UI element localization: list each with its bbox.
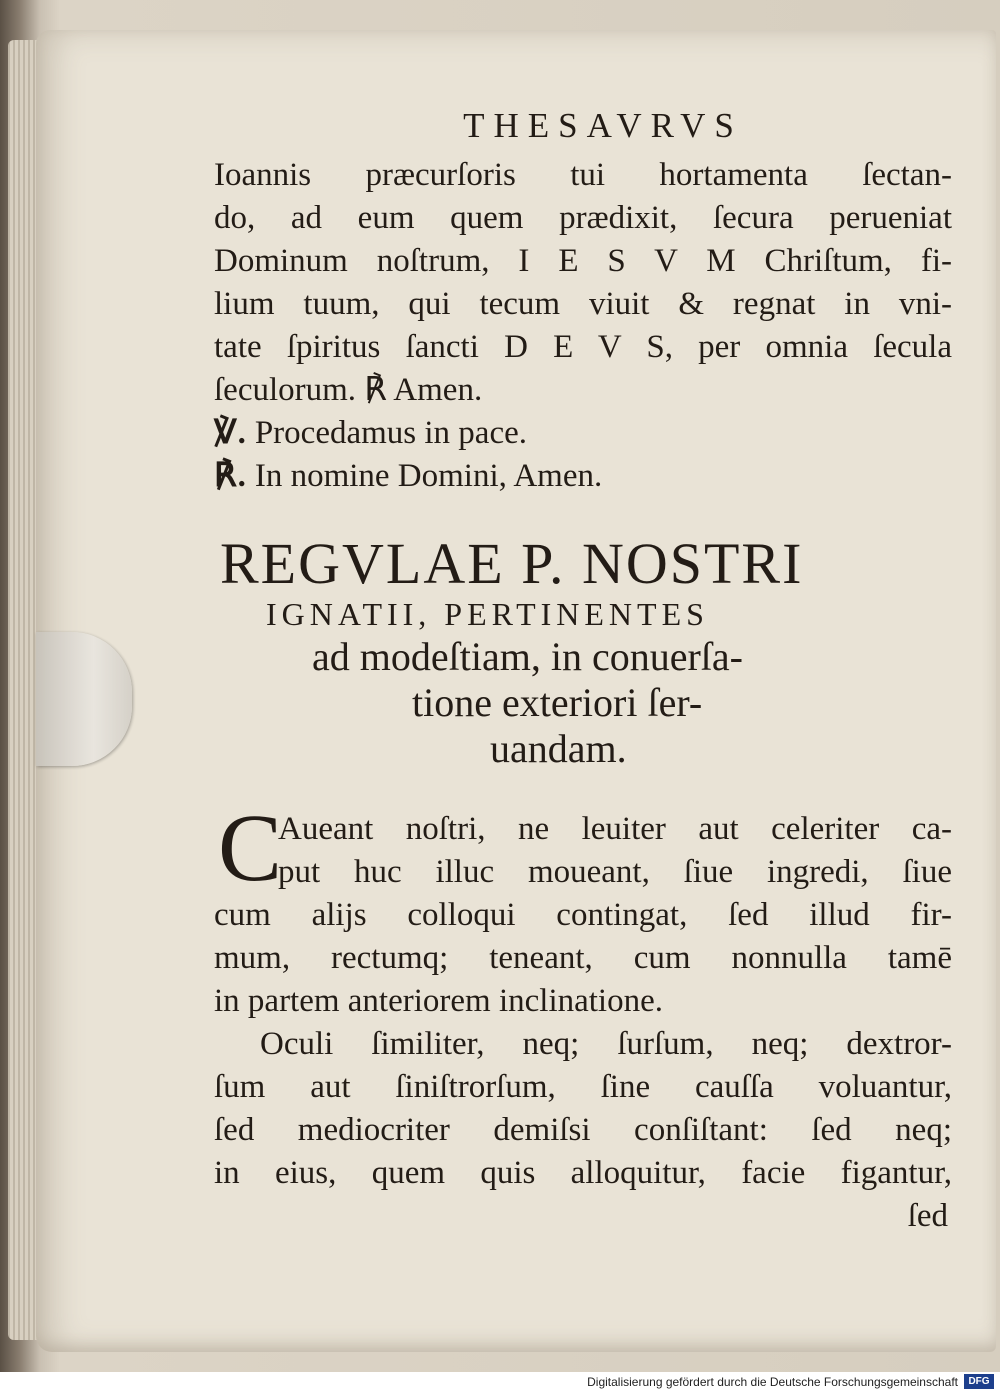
response-symbol: ℟. [214,458,247,494]
heading-line: tione exteriori ſer- [412,680,703,725]
text-line: do, ad eum quem prædixit, ſecura perueniat [214,200,952,236]
heading-line: ad modeſtiam, in conuerſa- [312,634,743,679]
paragraph [214,794,952,1023]
text-line: tate ſpiritus ſancti D E V S, per omnia ſecula [214,329,952,365]
text-line: ſeculorum. ℟ Amen. [214,372,483,408]
heading-line: REGVLAE P. NOSTRI [220,531,804,596]
text-line: ſum aut ſiniſtrorſum, ſine cauſſa voluantur, [214,1069,952,1105]
paragraph [214,1023,952,1195]
catchword: ſed [907,1198,948,1234]
digitization-footer [0,1372,1000,1392]
text-line: mum, rectumq; teneant, cum nonnulla tamē [214,940,952,976]
dfg-logo-icon: DFG [964,1374,994,1389]
page-text [214,106,952,1238]
text-line: in eius, quem quis alloquitur, facie figantur, [214,1155,952,1191]
versicle-line [214,412,952,455]
text-line: Ioannis præcurſoris tui hortamenta ſectan- [214,157,952,193]
page-clip [36,632,132,766]
heading-line: uandam. [490,726,627,771]
prayer-text [214,154,952,498]
versicle-symbol: ℣. [214,415,247,451]
text-line: Dominum noſtrum, I E S V M Chriſtum, fi- [214,243,952,279]
response-line [214,455,952,498]
drop-cap: C [218,794,283,901]
versicle-text: Procedamus in pace. [254,415,527,451]
heading-line: IGNATII, PERTINENTES [266,596,709,632]
text-line: ſed mediocriter demiſsi conſiſtant: ſed neq; [214,1112,952,1148]
response-text: In nomine Domini, Amen. [254,458,603,494]
text-line: in partem anteriorem inclinatione. [214,983,663,1019]
funding-credit: Digitalisierung gefördert durch die Deutsche Forschungsgemeinschaft [587,1375,958,1389]
running-head: THESAVRVS [463,106,743,145]
text-line: Oculi ſimiliter, neq; ſurſum, neq; dextror- [260,1026,952,1062]
text-line: put huc illuc moueant, ſiue ingredi, ſiue [278,854,952,890]
text-line: lium tuum, qui tecum viuit & regnat in vni- [214,286,952,322]
text-line: cum alijs colloqui contingat, ſed illud fir- [214,897,952,933]
text-line: Aueant noſtri, ne leuiter aut celeriter ca- [278,811,952,847]
section-heading [214,531,952,772]
